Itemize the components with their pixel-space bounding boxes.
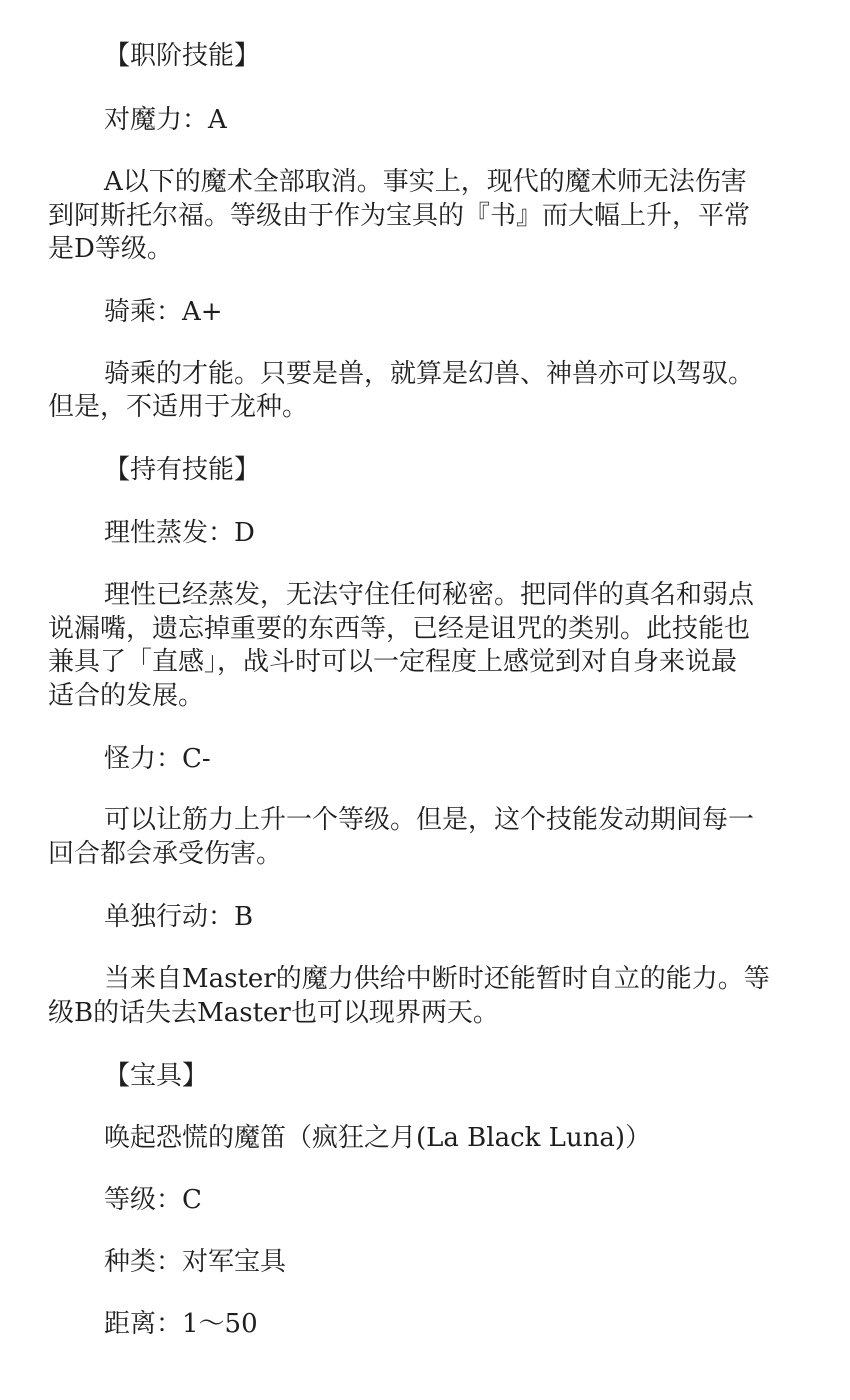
class-skills-heading: 【职阶技能】: [104, 41, 261, 71]
evaporation-of-sanity-desc-line-4: 适合的发展。: [48, 681, 205, 711]
noble-phantasm-name: 唤起恐慌的魔笛（疯狂之月(La Black Luna)）: [104, 1123, 652, 1153]
independent-action-title: 单独行动：B: [104, 902, 254, 932]
noble-phantasm-rank: 等级：C: [104, 1185, 202, 1215]
riding-desc-line-1: 骑乘的才能。只要是兽，就算是幻兽、神兽亦可以驾驭。: [104, 359, 755, 389]
personal-skills-heading: 【持有技能】: [104, 455, 261, 485]
monstrous-strength-desc-line-1: 可以让筋力上升一个等级。但是，这个技能发动期间每一: [104, 805, 755, 835]
independent-action-desc-line-2: 级B的话失去Master也可以现界两天。: [48, 998, 499, 1028]
magic-resistance-desc-line-3: 是D等级。: [48, 234, 173, 264]
noble-phantasm-heading: 【宝具】: [104, 1061, 209, 1091]
monstrous-strength-title: 怪力：C-: [104, 744, 211, 774]
evaporation-of-sanity-title: 理性蒸发：D: [104, 518, 255, 548]
evaporation-of-sanity-desc-line-1: 理性已经蒸发，无法守住任何秘密。把同伴的真名和弱点: [104, 580, 755, 610]
evaporation-of-sanity-desc-line-3: 兼具了「直感」，战斗时可以一定程度上感觉到对自身来说最: [48, 647, 738, 677]
noble-phantasm-range: 距离：1～50: [104, 1309, 258, 1339]
riding-desc-line-2: 但是，不适用于龙种。: [48, 392, 309, 422]
evaporation-of-sanity-desc-line-2: 说漏嘴，遗忘掉重要的东西等，已经是诅咒的类别。此技能也: [48, 614, 751, 644]
magic-resistance-desc-line-1: A以下的魔术全部取消。事实上，现代的魔术师无法伤害: [104, 167, 747, 197]
noble-phantasm-type: 种类：对军宝具: [104, 1247, 287, 1277]
riding-title: 骑乘：A+: [104, 297, 223, 327]
independent-action-desc-line-1: 当来自Master的魔力供给中断时还能暂时自立的能力。等: [104, 964, 770, 994]
monstrous-strength-desc-line-2: 回合都会承受伤害。: [48, 839, 283, 869]
magic-resistance-desc-line-2: 到阿斯托尔福。等级由于作为宝具的『书』而大幅上升，平常: [48, 201, 751, 231]
magic-resistance-title: 对魔力：A: [104, 105, 227, 135]
